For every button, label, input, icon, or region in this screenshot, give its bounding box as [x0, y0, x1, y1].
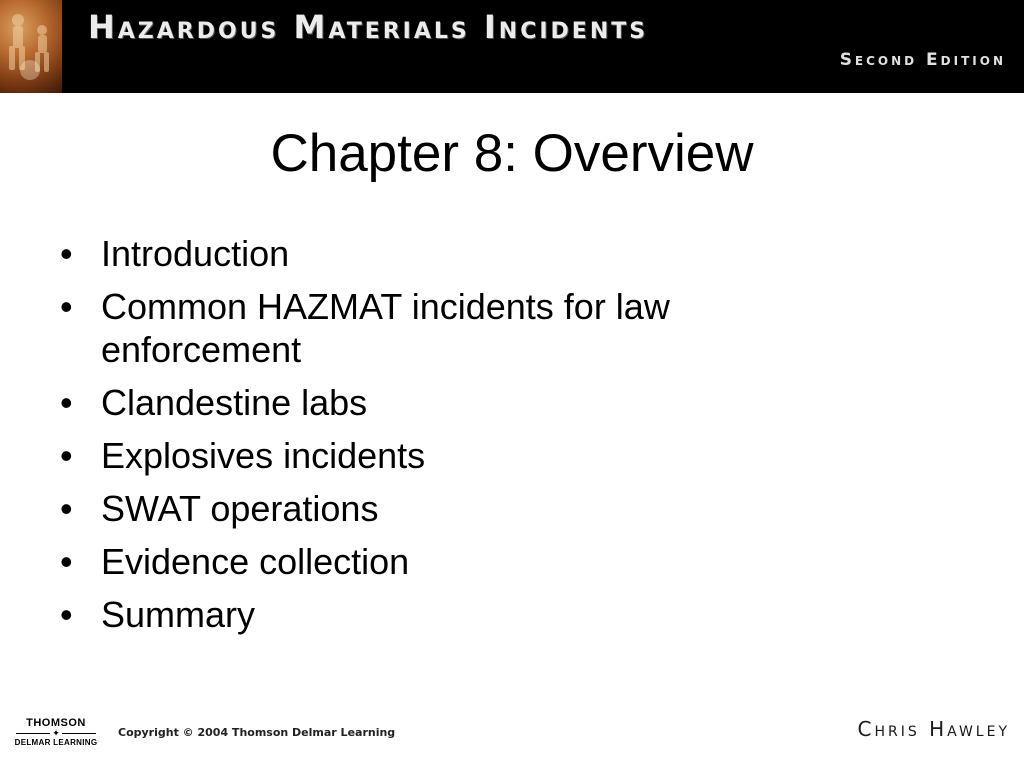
logo-bottom-text: DELMAR LEARNING [14, 738, 98, 747]
bullet-item [56, 540, 776, 583]
copyright-text: Copyright © 2004 Thomson Delmar Learning [118, 726, 396, 739]
bullet-text: Clandestine labs [101, 382, 368, 423]
author-name: Chris Hawley [857, 717, 1010, 741]
bullet-text: Summary [101, 594, 256, 635]
banner-subtitle: Second Edition [839, 50, 1006, 70]
bullet-item [56, 487, 776, 530]
banner-title: Hazardous Materials Incidents [88, 8, 649, 46]
bullet-item [56, 285, 776, 371]
bullet-glyph: • [60, 541, 73, 582]
bullet-glyph: • [60, 382, 73, 423]
bullet-text: Explosives incidents [101, 435, 426, 476]
logo-star-icon: ✦ [12, 729, 100, 738]
bullet-glyph: • [60, 594, 73, 635]
bullet-glyph: • [60, 233, 73, 274]
bullet-glyph: • [60, 435, 73, 476]
bullet-item [56, 434, 776, 477]
bullet-list [56, 232, 776, 646]
banner-photo-image [0, 0, 62, 93]
bullet-text: Evidence collection [101, 541, 410, 582]
firefighter-silhouette-icon [0, 0, 62, 93]
bullet-item [56, 232, 776, 275]
bullet-glyph: • [60, 488, 73, 529]
bullet-item [56, 593, 776, 636]
bullet-text: Common HAZMAT incidents for law enforcement [101, 286, 670, 370]
bullet-text: Introduction [101, 233, 290, 274]
bullet-item [56, 381, 776, 424]
thomson-delmar-logo [12, 717, 100, 747]
bullet-text: SWAT operations [101, 488, 379, 529]
header-banner [0, 0, 1024, 93]
slide-title: Chapter 8: Overview [270, 124, 754, 183]
logo-top-text: THOMSON [26, 717, 86, 729]
bullet-glyph: • [60, 286, 73, 327]
